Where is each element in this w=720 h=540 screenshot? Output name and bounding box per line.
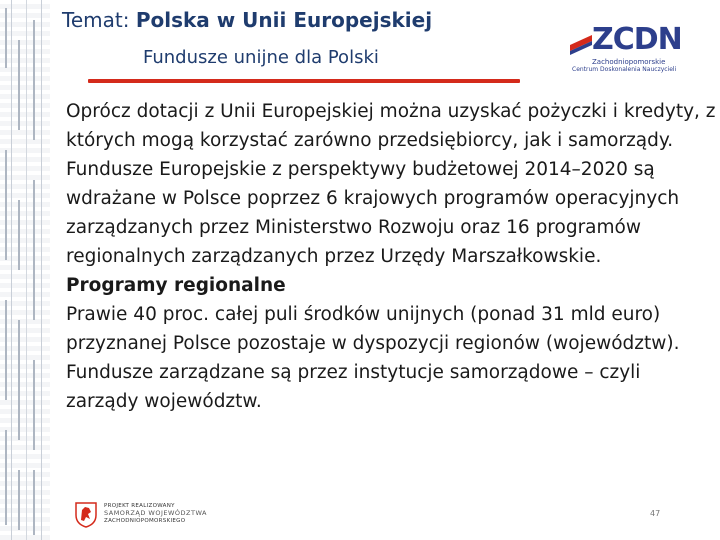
footer-logo-line2: SAMORZĄD WOJEWÓDZTWA <box>104 509 207 517</box>
title-main: Polska w Unii Europejskiej <box>135 8 433 32</box>
strip-ink <box>5 300 7 400</box>
strip-ink <box>18 40 20 130</box>
page-title <box>62 8 432 32</box>
body-paragraph: Fundusze zarządzane są przez instytucje samorządowe – czyli zarządy województw. <box>66 362 641 412</box>
title-prefix: Temat: <box>62 8 130 32</box>
body-paragraph: Oprócz dotacji z Unii Europejskiej można uzyskać pożyczki i kredyty, z których mogą korzystać zarówno przedsiębiorcy, jak i samorządy. <box>66 101 716 151</box>
footer-logo-line3: ZACHODNIOPOMORSKIEGO <box>104 518 186 524</box>
footer-logo <box>72 500 207 528</box>
decorative-handwriting-strip <box>0 0 50 540</box>
strip-ink <box>18 320 20 440</box>
page-number: 47 <box>650 509 661 518</box>
griffin-crest-icon <box>72 500 100 528</box>
strip-ink <box>33 180 35 320</box>
strip-ink <box>5 430 7 525</box>
strip-line <box>26 0 27 540</box>
strip-ink <box>33 470 35 535</box>
strip-line <box>41 0 42 540</box>
zcdn-logo-mark-icon <box>570 31 594 55</box>
strip-line <box>11 0 12 540</box>
zcdn-wordmark: ZCDN <box>592 22 682 57</box>
zcdn-logo <box>570 22 682 73</box>
page-subtitle: Fundusze unijne dla Polski <box>143 47 379 68</box>
zcdn-caption-line1: Zachodniopomorskie <box>592 58 666 66</box>
strip-ink <box>33 360 35 450</box>
strip-ink <box>18 470 20 530</box>
title-underline <box>88 79 520 83</box>
body-paragraph: Fundusze Europejskie z perspektywy budżetowej 2014–2020 są wdrażane w Polsce poprzez 6 krajowych programów operacyjnych zarządzanych przez Ministerstwo Rozwoju oraz 16 programów regionalnych zarządzanych przez Urzędy Marszałkowskie. <box>66 159 680 267</box>
body-paragraph: Prawie 40 proc. całej puli środków unijnych (ponad 31 mld euro) przyznanej Polsce pozostaje w dyspozycji regionów (województw). <box>66 304 680 354</box>
strip-ink <box>33 20 35 140</box>
zcdn-caption-line2: Centrum Doskonalenia Nauczycieli <box>572 66 677 73</box>
footer-logo-line1: PROJEKT REALIZOWANY <box>104 503 175 509</box>
strip-ink <box>5 150 7 260</box>
strip-ink <box>18 200 20 270</box>
section-heading: Programy regionalne <box>66 275 286 296</box>
strip-ink <box>5 8 7 68</box>
slide-body <box>66 97 716 416</box>
